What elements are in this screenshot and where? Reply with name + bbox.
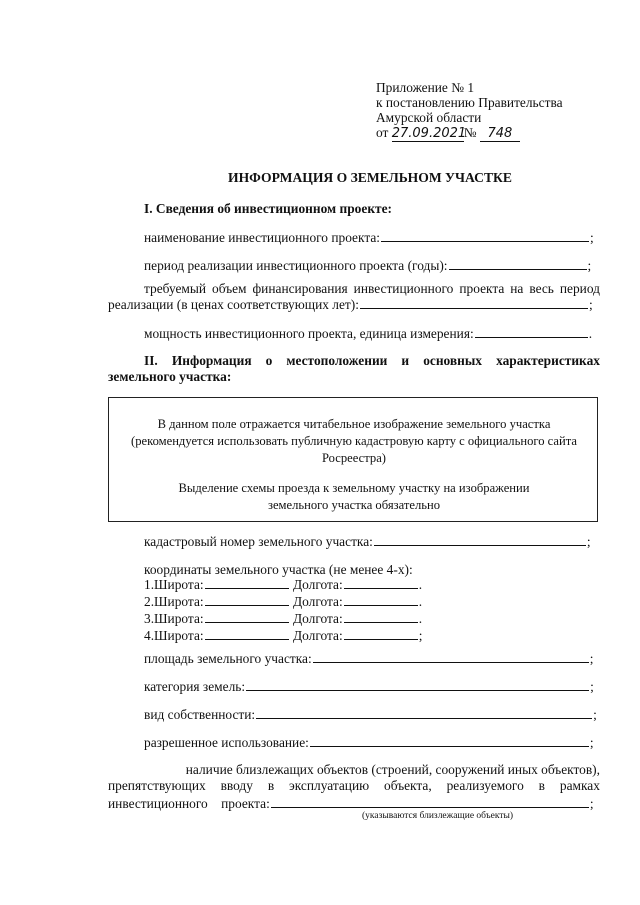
latitude-label: 3.Широта: [144, 611, 204, 626]
semicolon: ; [590, 230, 594, 245]
funding-word: финансирования [252, 281, 348, 296]
latitude-label: 4.Широта: [144, 628, 204, 643]
semicolon: ; [590, 679, 594, 694]
page-title: ИНФОРМАЦИЯ О ЗЕМЕЛЬНОМ УЧАСТКЕ [228, 170, 512, 185]
section-2-heading-word: характеристиках [496, 353, 600, 368]
area-blank[interactable] [313, 650, 589, 663]
latitude-blank[interactable] [205, 576, 289, 589]
section-2-heading-word: II. [144, 353, 158, 368]
project-name-label: наименование инвестиционного проекта: [144, 230, 381, 245]
box-line-5: земельного участка обязательно [267, 498, 441, 512]
semicolon: ; [589, 651, 594, 666]
funding-line-1 [144, 281, 600, 297]
nearby-word: реализуемого [446, 778, 524, 793]
section-2-heading-word: основных [423, 353, 483, 368]
cadastral-blank[interactable] [374, 533, 586, 546]
semicolon: ; [589, 735, 594, 750]
funding-word: период [559, 281, 600, 296]
area-label: площадь земельного участка: [144, 651, 312, 666]
permitted-use-blank[interactable] [310, 734, 589, 747]
coords-list [144, 576, 422, 644]
section-2-heading-word: и [401, 353, 410, 368]
handwritten-number: 748 [480, 126, 520, 142]
funding-word: инвестиционного [353, 281, 454, 296]
appendix-line-2: к постановлению Правительства [376, 95, 563, 110]
semicolon: ; [589, 796, 594, 811]
nearby-line-1: наличие близлежащих объектов (строений, сооружений иных объектов), [185, 762, 600, 777]
category-label: категория земель: [144, 679, 246, 694]
permitted-use-label: разрешенное использование: [144, 735, 309, 750]
period: . [588, 326, 593, 341]
box-line-1: В данном поле отражается читабельное изображение земельного участка [157, 417, 551, 431]
row-end-punct: . [418, 594, 423, 609]
project-period-label: период реализации инвестиционного проекта (годы): [144, 258, 448, 273]
semicolon: ; [588, 297, 593, 312]
coord-row [144, 576, 422, 593]
nearby-label-b: проекта: [221, 796, 270, 811]
longitude-blank[interactable] [344, 593, 418, 606]
ownership-row [144, 706, 600, 723]
capacity-label: мощность инвестиционного проекта, единица измерения: [144, 326, 474, 341]
row-end-punct: . [418, 577, 423, 592]
handwritten-date: 27.09.2021 [391, 126, 467, 141]
box-line-4: Выделение схемы проезда к земельному участку на изображении [178, 481, 530, 495]
category-blank[interactable] [246, 678, 589, 691]
ownership-label: вид собственности: [144, 707, 256, 722]
funding-word: объем [212, 281, 247, 296]
box-line-2: (рекомендуется использовать публичную кадастровую карту с официального сайта [131, 434, 577, 448]
area-row [144, 650, 600, 667]
nearby-word: эксплуатацию [289, 778, 370, 793]
row-end-punct: ; [418, 628, 423, 643]
nearby-word: в [267, 778, 275, 793]
longitude-label: Долгота: [292, 611, 343, 626]
nearby-objects-blank[interactable] [271, 795, 589, 808]
nearby-line-2 [108, 778, 600, 794]
section-2-heading-word: Информация [171, 353, 252, 368]
nearby-word: объекта, [384, 778, 432, 793]
nearby-line-3 [108, 795, 600, 812]
number-sign: № [463, 125, 477, 140]
latitude-blank[interactable] [205, 627, 289, 640]
project-name-row [144, 229, 600, 246]
semicolon: ; [593, 707, 597, 722]
nearby-note: (указываются близлежащие объекты) [362, 811, 514, 821]
nearby-label-a: инвестиционного [108, 796, 208, 811]
date-prefix: от [376, 125, 389, 140]
project-period-blank[interactable] [449, 257, 587, 270]
project-period-row [144, 257, 600, 274]
semicolon: ; [586, 534, 591, 549]
cadastral-label: кадастровый номер земельного участка: [144, 534, 373, 549]
longitude-blank[interactable] [344, 576, 418, 589]
cadastral-row [144, 533, 600, 550]
funding-word: требуемый [144, 281, 207, 296]
ownership-blank[interactable] [256, 706, 592, 719]
funding-word: на [510, 281, 524, 296]
coord-row [144, 593, 422, 610]
funding-word: проекта [459, 281, 505, 296]
nearby-word: вводу [220, 778, 253, 793]
coord-row [144, 610, 422, 627]
nearby-word: препятствующих [108, 778, 206, 793]
box-line-3: Росреестра) [321, 451, 386, 465]
section-2-heading-word: о [265, 353, 273, 368]
nearby-word: в [538, 778, 545, 793]
longitude-blank[interactable] [344, 627, 418, 640]
latitude-label: 2.Широта: [144, 594, 204, 609]
coords-label: координаты земельного участка (не менее 4-х): [144, 562, 413, 577]
latitude-blank[interactable] [205, 593, 289, 606]
longitude-label: Долгота: [292, 628, 343, 643]
latitude-blank[interactable] [205, 610, 289, 623]
longitude-label: Долгота: [292, 577, 343, 592]
appendix-date-line [376, 125, 520, 142]
permitted-use-row [144, 734, 600, 751]
funding-line-2 [108, 296, 600, 313]
section-2-heading-line-1 [144, 353, 600, 369]
appendix-line-1: Приложение № 1 [376, 80, 475, 95]
appendix-line-3: Амурской области [376, 110, 482, 125]
section-2-heading-line-2: земельного участка: [108, 369, 232, 384]
coord-row [144, 627, 422, 644]
section-1-heading: I. Сведения об инвестиционном проекте: [144, 201, 393, 216]
funding-label: реализации (в ценах соответствующих лет): [108, 297, 359, 312]
capacity-row [144, 325, 600, 342]
project-name-blank[interactable] [381, 229, 589, 242]
map-image-box [108, 397, 598, 522]
nearby-word: рамках [559, 778, 600, 793]
category-row [144, 678, 600, 695]
capacity-blank[interactable] [475, 325, 588, 338]
row-end-punct: . [418, 611, 423, 626]
semicolon: ; [587, 258, 592, 273]
longitude-label: Долгота: [292, 594, 343, 609]
funding-blank[interactable] [360, 296, 588, 309]
section-2-heading-word: местоположении [286, 353, 388, 368]
longitude-blank[interactable] [344, 610, 418, 623]
funding-word: весь [529, 281, 554, 296]
latitude-label: 1.Широта: [144, 577, 204, 592]
